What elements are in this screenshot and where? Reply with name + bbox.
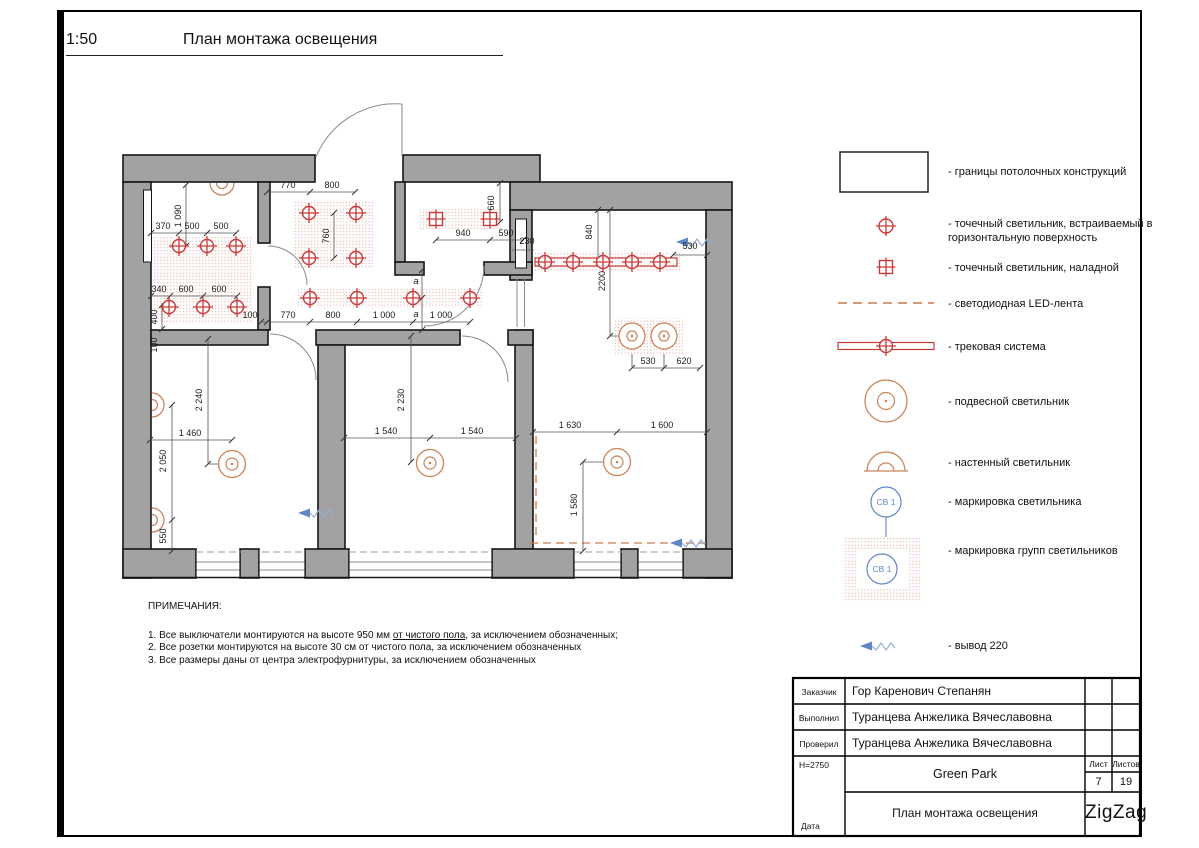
checker-value: Туранцева Анжелика Вячеславовна: [852, 736, 1052, 750]
dimension-label: 530: [640, 356, 656, 366]
light-symbols-layer: [152, 183, 711, 548]
ceiling-height-note: H=2750: [799, 760, 830, 770]
left-wall-window: [144, 190, 152, 262]
legend-item-label: - подвесной светильник: [948, 396, 1070, 408]
notes-block: [148, 601, 618, 667]
legend-item-label: - трековая система: [948, 341, 1046, 353]
outlet-220-icon: [860, 642, 895, 651]
wall-light-icon: [210, 183, 234, 195]
legend-item-label: - маркировка светильника: [948, 496, 1082, 508]
light-marker-icon: [871, 487, 901, 537]
drawing-scale: 1:50: [66, 31, 98, 48]
pendant-light-icon: [651, 323, 677, 349]
surface-spotlight-icon: [427, 210, 446, 229]
legend-item-label: - светодиодная LED-лента: [948, 298, 1084, 310]
wall-light-icon: [152, 393, 164, 417]
pendant-light-icon: [619, 323, 645, 349]
pendant-light-icon: [417, 450, 444, 477]
dimension-label: 1 000: [429, 310, 453, 320]
pendant-light-icon: [219, 451, 246, 478]
dimension-label: 1 630: [558, 420, 582, 430]
drawing-title: План монтажа освещения: [183, 31, 378, 48]
dimension-label: 340: [151, 284, 167, 294]
dimension-label: 230: [519, 236, 535, 246]
dimension-label: 600: [178, 284, 194, 294]
dimension-label: 600: [211, 284, 227, 294]
dimension-label: 1 540: [460, 426, 484, 436]
dimension-label: 770: [280, 310, 296, 320]
bedroom2-door: [462, 336, 508, 382]
dimension-label: 2200: [597, 270, 607, 292]
legend-item-label: - вывод 220: [948, 640, 1008, 652]
titleblock-drawing-title: План монтажа освещения: [892, 806, 1038, 820]
dimension-label: 1 600: [650, 420, 674, 430]
dimension-label: 1 580: [569, 493, 579, 517]
dimension-label: 550: [158, 528, 168, 544]
pendant-light-icon: [604, 449, 631, 476]
ceiling-boundary-icon: [840, 152, 928, 192]
sheet-label: Лист: [1089, 759, 1108, 769]
dimension-label: 1 540: [374, 426, 398, 436]
company-logo: ZigZag: [1085, 802, 1148, 823]
dimension-label: 840: [584, 224, 594, 240]
client-value: Гор Каренович Степанян: [852, 684, 991, 698]
note-1: 1. Все выключатели монтируются на высоте 950 мм от чистого пола, за исключением обозначенных;: [148, 629, 618, 641]
dimension-label: 1 090: [173, 204, 183, 228]
sheet-number: 7: [1095, 776, 1102, 788]
light-marker-icon: [867, 554, 897, 584]
legend-item-label: - маркировка групп светильников: [948, 545, 1118, 557]
dimension-label: 760: [321, 228, 331, 244]
legend-item-label: - точечный светильник, встраиваемый в горизонтальную поверхность: [948, 218, 1153, 244]
legend-item-label: - границы потолочных конструкций: [948, 166, 1127, 178]
sheets-label: Листов: [1112, 759, 1140, 769]
checker-label: Проверил: [799, 739, 839, 749]
dimension-label: 100: [242, 310, 258, 320]
wall-light-icon: [864, 452, 908, 471]
author-label: Выполнил: [798, 713, 840, 723]
window: [196, 550, 240, 578]
notes-heading: ПРИМЕЧАНИЯ:: [148, 601, 222, 612]
dimension-label: 1 000: [372, 310, 396, 320]
pendant-light-icon: [865, 380, 907, 422]
window: [638, 550, 683, 578]
svg-text:СВ 1: СВ 1: [876, 497, 896, 507]
dimension-label: 100: [149, 337, 159, 353]
surface-spotlight-icon: [877, 258, 896, 277]
legend-item-label: - точечный светильник, наладной: [948, 262, 1119, 274]
dimension-label: 660: [486, 195, 496, 211]
dimension-label: 500: [184, 221, 200, 231]
dimension-label: a: [413, 276, 419, 287]
sheets-total: 19: [1119, 776, 1133, 788]
dimension-label: 800: [325, 310, 341, 320]
dimension-label: 2 240: [194, 388, 204, 412]
dimension-labels-layer: [149, 180, 698, 544]
dimension-label: 500: [213, 221, 229, 231]
window: [349, 550, 492, 578]
date-label: Дата: [801, 821, 820, 831]
legend-item-label: - настенный светильник: [948, 457, 1071, 469]
note-2: 2. Все розетки монтируются на высоте 30 см от чистого пола, за исключением обозначенных: [148, 642, 582, 653]
project-name: Green Park: [933, 767, 997, 781]
dimension-label: 940: [455, 228, 471, 238]
entry-door: [316, 104, 402, 157]
dimension-label: a: [413, 309, 419, 320]
client-label: Заказчик: [801, 687, 837, 697]
dimension-label: 2 230: [396, 388, 406, 412]
dimension-label: 2 050: [158, 449, 168, 473]
dimension-label: 800: [324, 180, 340, 190]
dimension-label: 770: [280, 180, 296, 190]
wall-light-icon: [152, 508, 164, 532]
dimension-label: 1 460: [178, 428, 202, 438]
dimension-label: 530: [682, 241, 698, 251]
window: [259, 550, 305, 578]
surface-spotlight-icon: [481, 210, 500, 229]
bedroom1-door: [270, 334, 316, 380]
dimension-label: 370: [155, 221, 171, 231]
passage-opening: [517, 278, 525, 327]
dimension-label: 590: [498, 228, 514, 238]
window: [574, 550, 621, 578]
svg-text:СВ 1: СВ 1: [872, 564, 892, 574]
dimension-label: 620: [676, 356, 692, 366]
recessed-spotlight-icon: [876, 336, 896, 356]
recessed-spotlight-icon: [876, 216, 896, 236]
author-value: Туранцева Анжелика Вячеславовна: [852, 710, 1052, 724]
dimension-label: 400: [149, 309, 159, 325]
note-3: 3. Все размеры даны от центра электрофурнитуры, за исключением обозначенных: [148, 654, 536, 666]
